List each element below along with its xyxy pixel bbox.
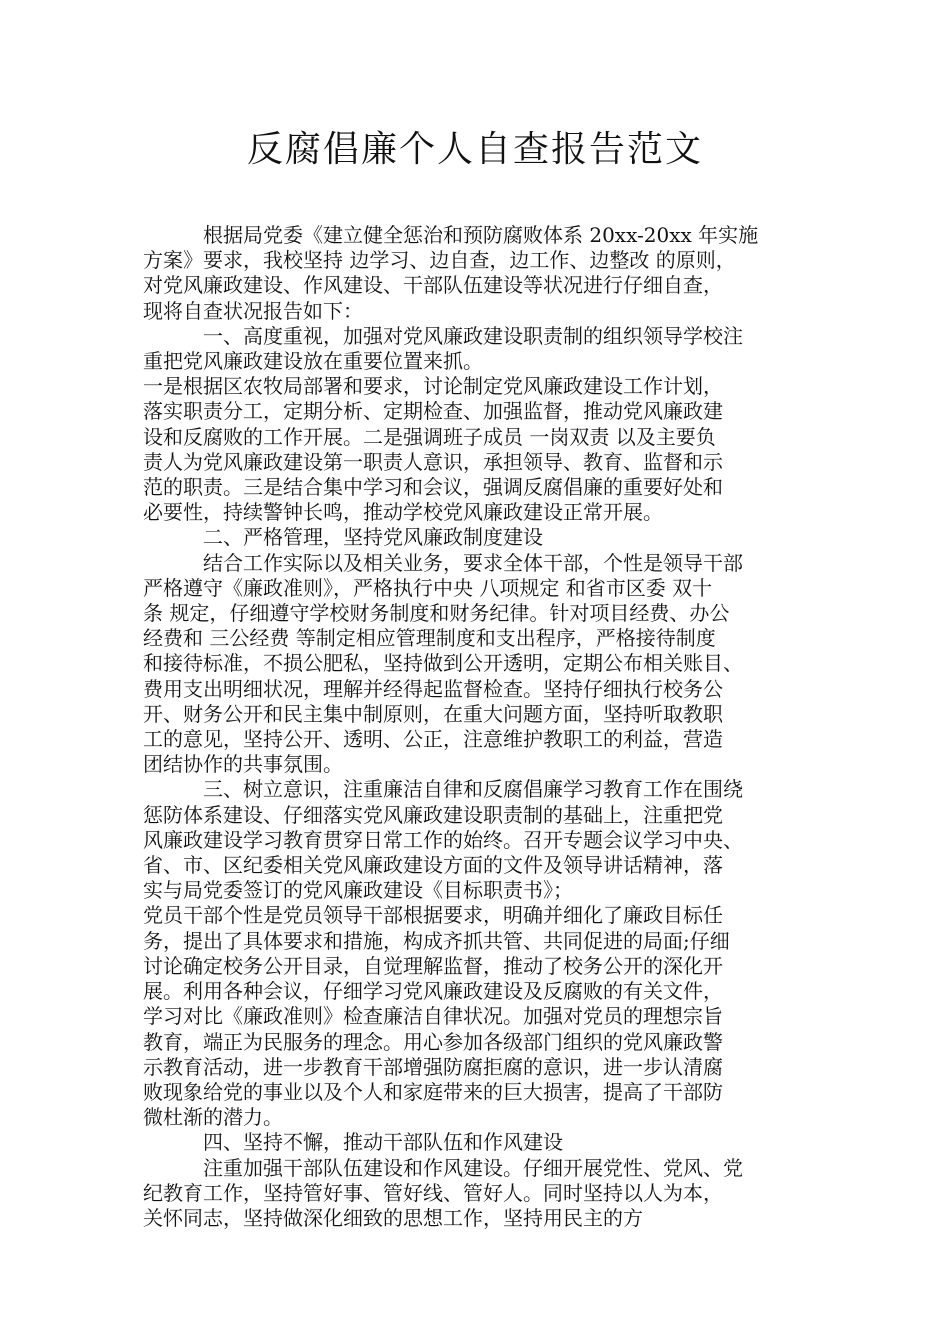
body-line: 工的意见，坚持公开、透明、公正，注意维护教职工的利益，营造 bbox=[143, 727, 723, 752]
body-line: 省、市、区纪委相关党风廉政建设方面的文件及领导讲话精神，落 bbox=[143, 853, 723, 878]
body-line: 败现象给党的事业以及个人和家庭带来的巨大损害，提高了干部防 bbox=[143, 1079, 723, 1104]
body-line: 学习对比《廉政准则》检查廉洁自律状况。加强对党员的理想宗旨 bbox=[143, 1004, 723, 1029]
body-line: 注重加强干部队伍建设和作风建设。仔细开展党性、党风、党 bbox=[143, 1155, 743, 1180]
body-line: 教育，端正为民服务的理念。用心参加各级部门组织的党风廉政警 bbox=[143, 1029, 723, 1054]
body-line: 实与局党委签订的党风廉政建设《目标职责书》； bbox=[143, 878, 573, 903]
body-line: 根据局党委《建立健全惩治和预防腐败体系 20xx-20xx 年实施 bbox=[143, 223, 759, 247]
document-title: 反腐倡廉个人自查报告范文 bbox=[246, 129, 703, 170]
document-body bbox=[143, 223, 813, 1231]
body-line: 微杜渐的潜力。 bbox=[143, 1105, 283, 1130]
body-line: 一、高度重视，加强对党风廉政建设职责制的组织领导学校注 bbox=[143, 323, 743, 348]
body-line: 务，提出了具体要求和措施，构成齐抓共管、共同促进的局面;仔细 bbox=[143, 928, 730, 953]
body-line: 费用支出明细状况，理解并经得起监督检查。坚持仔细执行校务公 bbox=[143, 676, 723, 701]
body-line: 对党风廉政建设、作风建设、干部队伍建设等状况进行仔细自查， bbox=[143, 273, 723, 298]
body-line: 方案》要求，我校坚持 边学习、边自查，边工作、边整改 的原则， bbox=[143, 248, 736, 273]
body-line: 四、坚持不懈，推动干部队伍和作风建设 bbox=[143, 1130, 563, 1155]
body-line: 严格遵守《廉政准则》，严格执行中央 八项规定 和省市区委 双十 bbox=[143, 575, 713, 600]
body-line: 一是根据区农牧局部署和要求，讨论制定党风廉政建设工作计划， bbox=[143, 374, 723, 399]
body-line: 落实职责分工，定期分析、定期检查、加强监督，推动党风廉政建 bbox=[143, 399, 723, 424]
body-line: 条 规定，仔细遵守学校财务制度和财务纪律。针对项目经费、办公 bbox=[143, 601, 730, 626]
body-line: 三、树立意识，注重廉洁自律和反腐倡廉学习教育工作在围绕 bbox=[143, 777, 743, 802]
body-line: 设和反腐败的工作开展。二是强调班子成员 一岗双责 以及主要负 bbox=[143, 424, 716, 449]
body-line: 经费和 三公经费 等制定相应管理制度和支出程序，严格接待制度 bbox=[143, 626, 716, 651]
body-line: 范的职责。三是结合集中学习和会议，强调反腐倡廉的重要好处和 bbox=[143, 475, 723, 500]
body-line: 党员干部个性是党员领导干部根据要求，明确并细化了廉政目标任 bbox=[143, 903, 723, 928]
body-line: 风廉政建设学习教育贯穿日常工作的始终。召开专题会议学习中央、 bbox=[143, 827, 743, 852]
body-line: 纪教育工作，坚持管好事、管好线、管好人。同时坚持以人为本， bbox=[143, 1180, 723, 1205]
body-line: 现将自查状况报告如下： bbox=[143, 298, 363, 323]
body-line: 关怀同志，坚持做深化细致的思想工作，坚持用民主的方 bbox=[143, 1205, 643, 1230]
body-line: 团结协作的共事氛围。 bbox=[143, 752, 343, 777]
body-line: 讨论确定校务公开目录，自觉理解监督，推动了校务公开的深化开 bbox=[143, 953, 723, 978]
body-line: 必要性，持续警钟长鸣，推动学校党风廉政建设正常开展。 bbox=[143, 500, 663, 525]
body-line: 开、财务公开和民主集中制原则，在重大问题方面，坚持听取教职 bbox=[143, 701, 723, 726]
body-line: 展。利用各种会议，仔细学习党风廉政建设及反腐败的有关文件， bbox=[143, 979, 723, 1004]
body-line: 结合工作实际以及相关业务，要求全体干部，个性是领导干部 bbox=[143, 550, 743, 575]
body-line: 重把党风廉政建设放在重要位置来抓。 bbox=[143, 349, 483, 374]
body-line: 惩防体系建设、仔细落实党风廉政建设职责制的基础上，注重把党 bbox=[143, 802, 723, 827]
body-line: 和接待标准，不损公肥私，坚持做到公开透明，定期公布相关账目、 bbox=[143, 651, 743, 676]
body-line: 二、严格管理，坚持党风廉政制度建设 bbox=[143, 525, 543, 550]
body-line: 责人为党风廉政建设第一职责人意识，承担领导、教育、监督和示 bbox=[143, 449, 723, 474]
body-line: 示教育活动，进一步教育干部增强防腐拒腐的意识，进一步认清腐 bbox=[143, 1054, 723, 1079]
